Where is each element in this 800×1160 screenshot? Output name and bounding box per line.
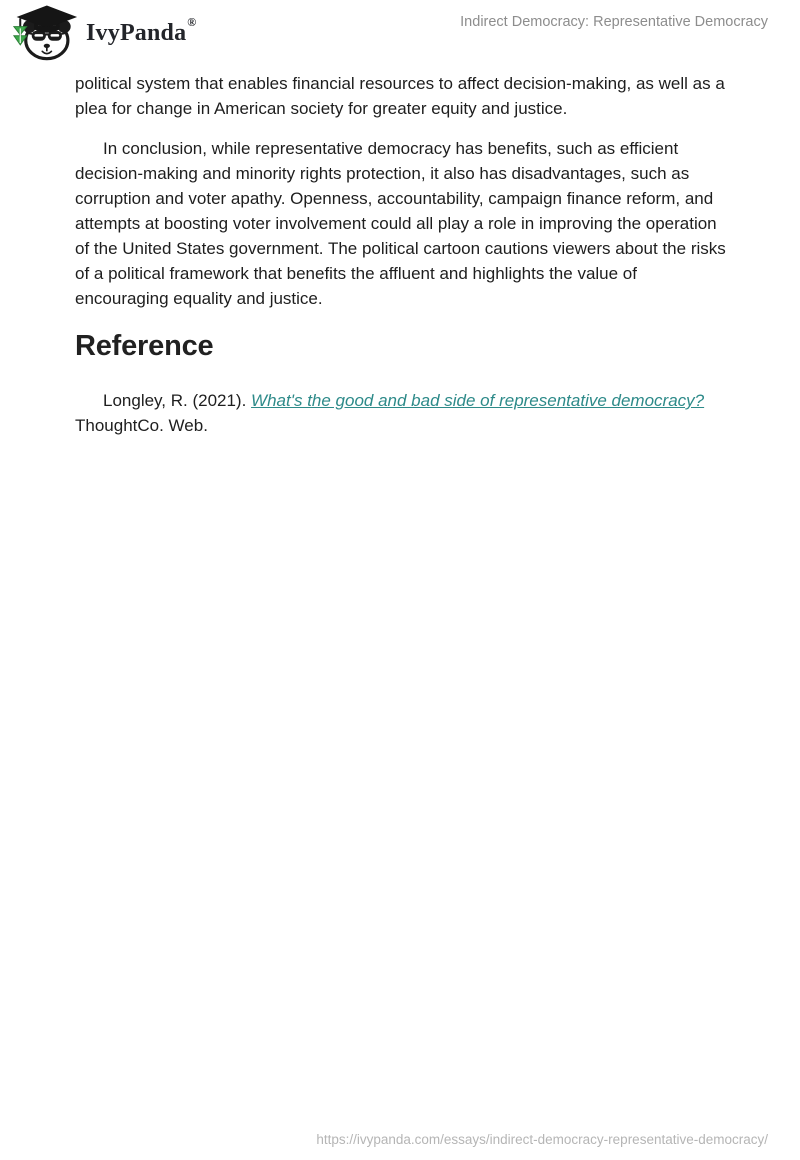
- reference-link[interactable]: What's the good and bad side of representative democracy?: [251, 391, 705, 410]
- brand-name: IvyPanda: [86, 19, 187, 46]
- ivypanda-panda-logo-icon: [12, 3, 78, 63]
- essay-content: [75, 71, 727, 453]
- registered-trademark-symbol: ®: [187, 15, 197, 30]
- brand: [12, 3, 195, 63]
- citation-author-year: Longley, R. (2021).: [103, 391, 252, 410]
- paragraph-continuation: political system that enables financial resources to affect decision-making, as well as a plea for change in American society for greater equity and justice.: [75, 74, 725, 118]
- reference-heading: Reference: [75, 330, 214, 362]
- citation-source: ThoughtCo. Web.: [75, 416, 208, 435]
- running-title: Indirect Democracy: Representative Democracy: [460, 14, 768, 30]
- citation: [75, 388, 727, 438]
- page-header: [0, 0, 800, 66]
- source-url: https://ivypanda.com/essays/indirect-democracy-representative-democracy/: [316, 1132, 768, 1147]
- conclusion-paragraph: In conclusion, while representative democracy has benefits, such as efficient decision-making and minority rights protection, it also has disadvantages, such as corruption and voter apathy. Openness, accountability, campaign finance reform, and attempts at boosting voter involvement could all play a role in improving the operation of the United States government. The political cartoon cautions viewers about the risks of a political framework that benefits the affluent and highlights the value of encouraging equality and justice.: [75, 139, 726, 308]
